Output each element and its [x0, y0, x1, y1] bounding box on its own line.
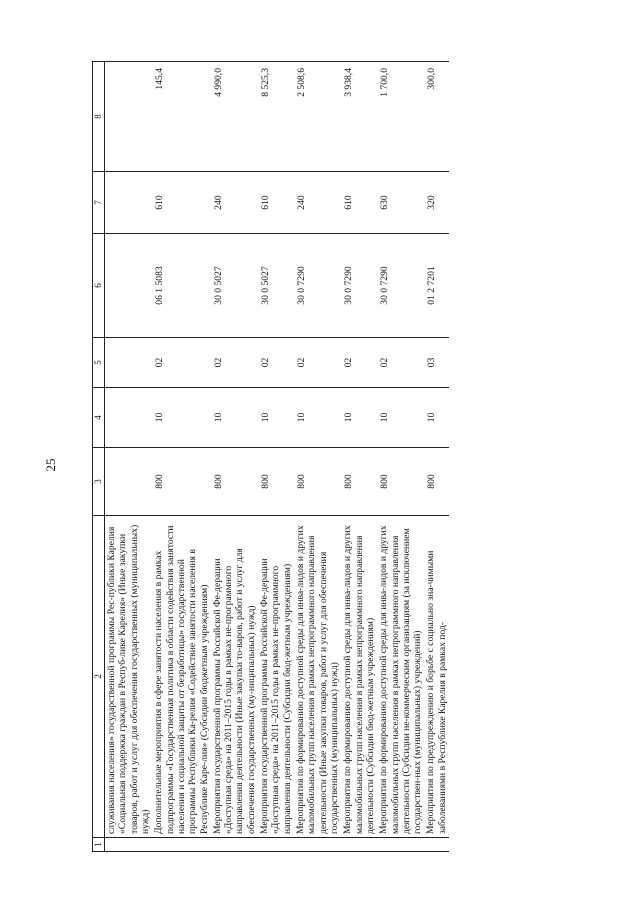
cell-amount: 2 508,6 — [294, 62, 341, 172]
cell-col-3: 800 — [152, 448, 211, 516]
cell-amount: 145,4 — [152, 62, 211, 172]
cell-col-7: 240 — [294, 172, 341, 234]
table-row — [424, 62, 449, 852]
cell-description: Мероприятия государственной программы Российской Фе-дерации «Доступная среда» на 2011–2015 годы в рамках не-программного направления деятельности (Субсидии бюд-жетным учреждениям) — [258, 516, 294, 838]
cell-col-5: 02 — [258, 338, 294, 388]
cell-col-1 — [377, 838, 424, 852]
cell-col-7 — [105, 172, 153, 234]
table-row — [294, 62, 341, 852]
header-col-4: 4 — [93, 388, 105, 448]
cell-description: Мероприятия по формированию доступной среды для инва-лидов и других маломобильных групп населения в рамках непрограммного направления деятельности (Субсидии не-коммерческим организациям (за исключением государствен-ных (муниципальных) учреждений) — [377, 516, 424, 838]
cell-amount: 3 938,4 — [341, 62, 377, 172]
cell-col-1 — [294, 838, 341, 852]
cell-col-5: 02 — [152, 338, 211, 388]
header-col-6: 6 — [93, 234, 105, 338]
cell-col-3: 800 — [341, 448, 377, 516]
cell-col-5: 03 — [424, 338, 449, 388]
cell-col-7: 320 — [424, 172, 449, 234]
cell-col-1 — [258, 838, 294, 852]
cell-col-3: 800 — [294, 448, 341, 516]
cell-amount — [105, 62, 153, 172]
cell-col-6: 06 1 5083 — [152, 234, 211, 338]
cell-col-3: 800 — [258, 448, 294, 516]
table-row — [341, 62, 377, 852]
cell-col-3: 800 — [211, 448, 258, 516]
header-col-1: 1 — [93, 838, 105, 852]
cell-description: служивания населения» государственной программы Рес-публики Карелия «Социальная поддержка граждан в Респуб-лике Карелия» (Иные закупки товаров, работ и услуг для обеспечения государственных (муниципальных) нужд) — [105, 516, 153, 838]
header-col-5: 5 — [93, 338, 105, 388]
cell-col-4: 10 — [152, 388, 211, 448]
cell-col-4: 10 — [377, 388, 424, 448]
cell-col-1 — [152, 838, 211, 852]
cell-col-5: 02 — [294, 338, 341, 388]
cell-col-7: 610 — [152, 172, 211, 234]
cell-col-6: 30 0 7290 — [341, 234, 377, 338]
header-row — [93, 62, 105, 852]
cell-col-7: 610 — [341, 172, 377, 234]
cell-col-4: 10 — [424, 388, 449, 448]
cell-col-6: 30 0 7290 — [294, 234, 341, 338]
cell-description: Мероприятия государственной программы Российской Фе-дерации «Доступная среда» на 2011–2015 годы в рамках не-программного направления деятельности (Иные закупки то-варов, работ и услуг для обеспечения государственных (му-ниципальных) нужд) — [211, 516, 258, 838]
budget-table — [92, 61, 449, 852]
cell-col-1 — [424, 838, 449, 852]
table-row — [152, 62, 211, 852]
header-col-2: 2 — [93, 516, 105, 838]
cell-col-3: 800 — [424, 448, 449, 516]
cell-col-1 — [341, 838, 377, 852]
cell-col-6 — [105, 234, 153, 338]
cell-col-6: 01 2 7201 — [424, 234, 449, 338]
cell-col-6: 30 0 5027 — [258, 234, 294, 338]
cell-col-5: 02 — [211, 338, 258, 388]
cell-description: Дополнительные мероприятия в сфере занятости населения в рамках подпрограммы «Государственная политика в области содействия занятости населения и социальной защиты от безработицы» государственной программы Республики Ка-релия «Содействие занятости населения в Республике Каре-лия» (Субсидии бюджетным учреждениям) — [152, 516, 211, 838]
cell-col-4 — [105, 388, 153, 448]
cell-col-6: 30 0 7290 — [377, 234, 424, 338]
cell-description: Мероприятия по формированию доступной среды для инва-лидов и других маломобильных групп населения в рамках непрограммного направления деятельности (Иные закупки товаров, работ и услуг для обеспечения государственных (муниципальных) нужд) — [294, 516, 341, 838]
page-number: 25 — [43, 458, 58, 472]
cell-description: Мероприятия по формированию доступной среды для инва-лидов и других маломобильных групп населения в рамках непрограммного направления деятельности (Субсидии бюд-жетным учреждениям) — [341, 516, 377, 838]
cell-col-7: 630 — [377, 172, 424, 234]
cell-col-4: 10 — [258, 388, 294, 448]
cell-col-4: 10 — [341, 388, 377, 448]
cell-col-3 — [105, 448, 153, 516]
cell-col-4: 10 — [211, 388, 258, 448]
cell-col-3: 800 — [377, 448, 424, 516]
cell-col-1 — [105, 838, 153, 852]
budget-table-rotated — [92, 62, 562, 852]
cell-description: Мероприятия по предупреждению и борьбе с социально зна-чимыми заболеваниями в Республике Карелия в рамках под- — [424, 516, 449, 838]
cell-amount: 1 700,0 — [377, 62, 424, 172]
cell-col-5: 02 — [377, 338, 424, 388]
cell-amount: 300,0 — [424, 62, 449, 172]
table-row — [105, 62, 153, 852]
cell-col-6: 30 0 5027 — [211, 234, 258, 338]
table-row — [211, 62, 258, 852]
cell-col-1 — [211, 838, 258, 852]
header-col-3: 3 — [93, 448, 105, 516]
cell-amount: 4 990,0 — [211, 62, 258, 172]
cell-col-5 — [105, 338, 153, 388]
cell-col-4: 10 — [294, 388, 341, 448]
cell-amount: 8 525,3 — [258, 62, 294, 172]
table-row — [377, 62, 424, 852]
cell-col-7: 610 — [258, 172, 294, 234]
header-col-7: 7 — [93, 172, 105, 234]
table-row — [258, 62, 294, 852]
cell-col-5: 02 — [341, 338, 377, 388]
header-col-8: 8 — [93, 62, 105, 172]
cell-col-7: 240 — [211, 172, 258, 234]
